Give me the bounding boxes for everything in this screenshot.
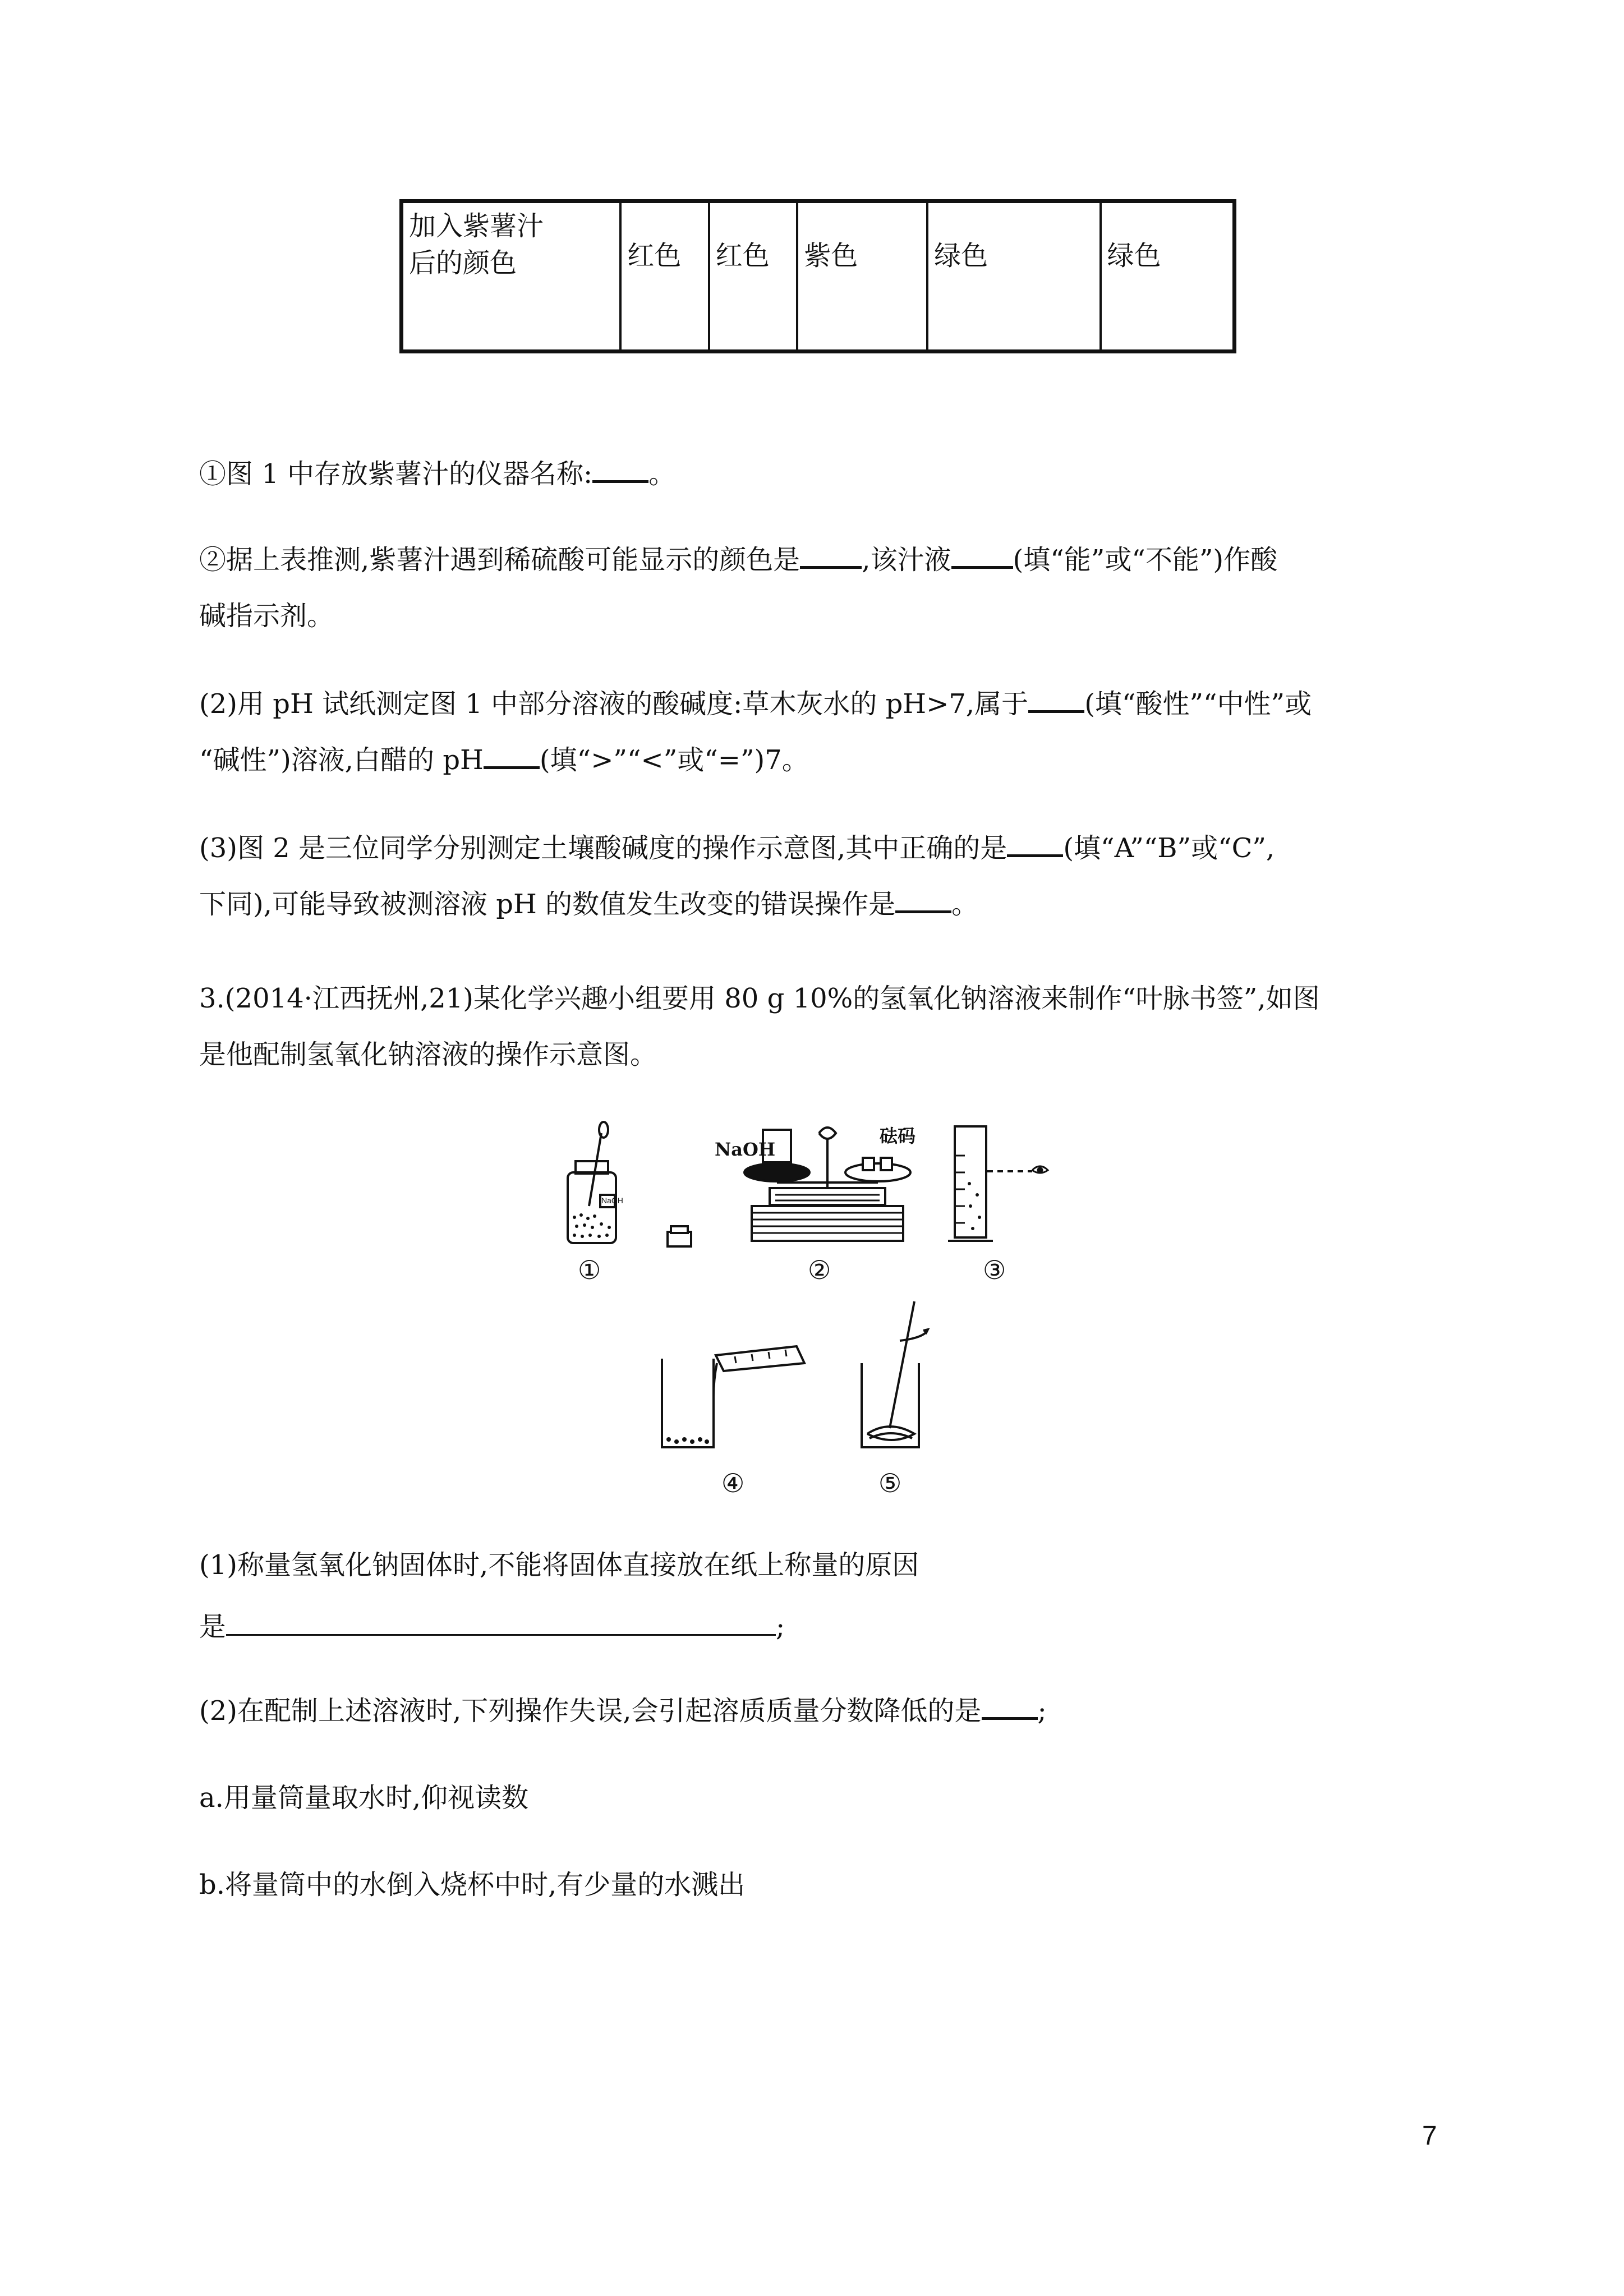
answer-blank — [1028, 688, 1084, 713]
question-1b-line2: 碱指示剂。 — [199, 600, 334, 632]
question-1b: ②据上表推测,紫薯汁遇到稀硫酸可能显示的颜色是 ,该汁液 (填“能”或“不能”)作酸 — [199, 544, 1278, 576]
table-cell: 红色 — [709, 201, 797, 352]
table-header-cell — [402, 201, 621, 352]
step-5-label: ⑤ — [878, 1468, 902, 1498]
option-b: b.将量筒中的水倒入烧杯中时,有少量的水溅出 — [199, 1869, 746, 1901]
answer-blank — [484, 744, 540, 769]
question-3-line2: 下同),可能导致被测溶液 pH 的数值发生改变的错误操作是 。 — [199, 889, 979, 920]
table-cell: 绿色 — [927, 201, 1100, 352]
question-2-line2: “碱性”)溶液,白醋的 pH (填“>”“<”或“=”)7。 — [199, 744, 809, 776]
bottle-cap-icon — [668, 1226, 691, 1246]
sub-1-line1: (1)称量氢氧化钠固体时,不能将固体直接放在纸上称量的原因 — [199, 1549, 919, 1581]
question-2-line1: (2)用 pH 试纸测定图 1 中部分溶液的酸碱度:草木灰水的 pH>7,属于 (填“酸性”“中性”或 — [199, 688, 1312, 720]
table-header-line2: 后的颜色 — [409, 247, 517, 279]
naoh-preparation-figure — [555, 1116, 1060, 1520]
step-2-label: ② — [808, 1255, 831, 1285]
weights-label: 砝码 — [880, 1125, 916, 1147]
step-4-label: ④ — [721, 1468, 745, 1498]
page-number: 7 — [1422, 2121, 1437, 2151]
graduated-cylinder-icon — [948, 1126, 1032, 1241]
answer-blank — [982, 1695, 1038, 1720]
table-cell: 红色 — [620, 201, 709, 352]
question-3-line1: (3)图 2 是三位同学分别测定土壤酸碱度的操作示意图,其中正确的是 (填“A”“B”或“C”, — [199, 832, 1275, 864]
question-1a: ①图 1 中存放紫薯汁的仪器名称: 。 — [199, 458, 676, 490]
answer-blank — [951, 544, 1013, 569]
sub-2-line1: (2)在配制上述溶液时,下列操作失误,会引起溶质质量分数降低的是 ; — [199, 1695, 1047, 1727]
reagent-bottle-icon — [568, 1122, 616, 1243]
table-header-line1: 加入紫薯汁 — [409, 210, 544, 242]
stirring-beaker-icon — [862, 1301, 928, 1447]
answer-blank — [226, 1612, 776, 1636]
step-1-label: ① — [578, 1255, 601, 1285]
color-table — [399, 199, 1236, 353]
problem-3-line1: 3.(2014·江西抚州,21)某化学兴趣小组要用 80 g 10%的氢氧化钠溶液来制作“叶脉书签”,如图 — [199, 983, 1320, 1014]
eye-icon — [1032, 1166, 1048, 1173]
table-cell: 紫色 — [797, 201, 927, 352]
bottle-label: NaOH — [601, 1196, 623, 1205]
pouring-beaker-icon — [662, 1346, 804, 1447]
step-3-label: ③ — [983, 1255, 1006, 1285]
sub-1-line2: 是 ; — [199, 1611, 785, 1642]
table-cell: 绿色 — [1101, 201, 1235, 352]
option-a: a.用量筒量取水时,仰视读数 — [199, 1782, 529, 1814]
naoh-label: NaOH — [715, 1139, 776, 1160]
problem-3-line2: 是他配制氢氧化钠溶液的操作示意图。 — [199, 1039, 657, 1070]
answer-blank — [800, 544, 862, 569]
answer-blank — [592, 458, 648, 483]
answer-blank — [1007, 832, 1063, 857]
answer-blank — [895, 888, 951, 913]
